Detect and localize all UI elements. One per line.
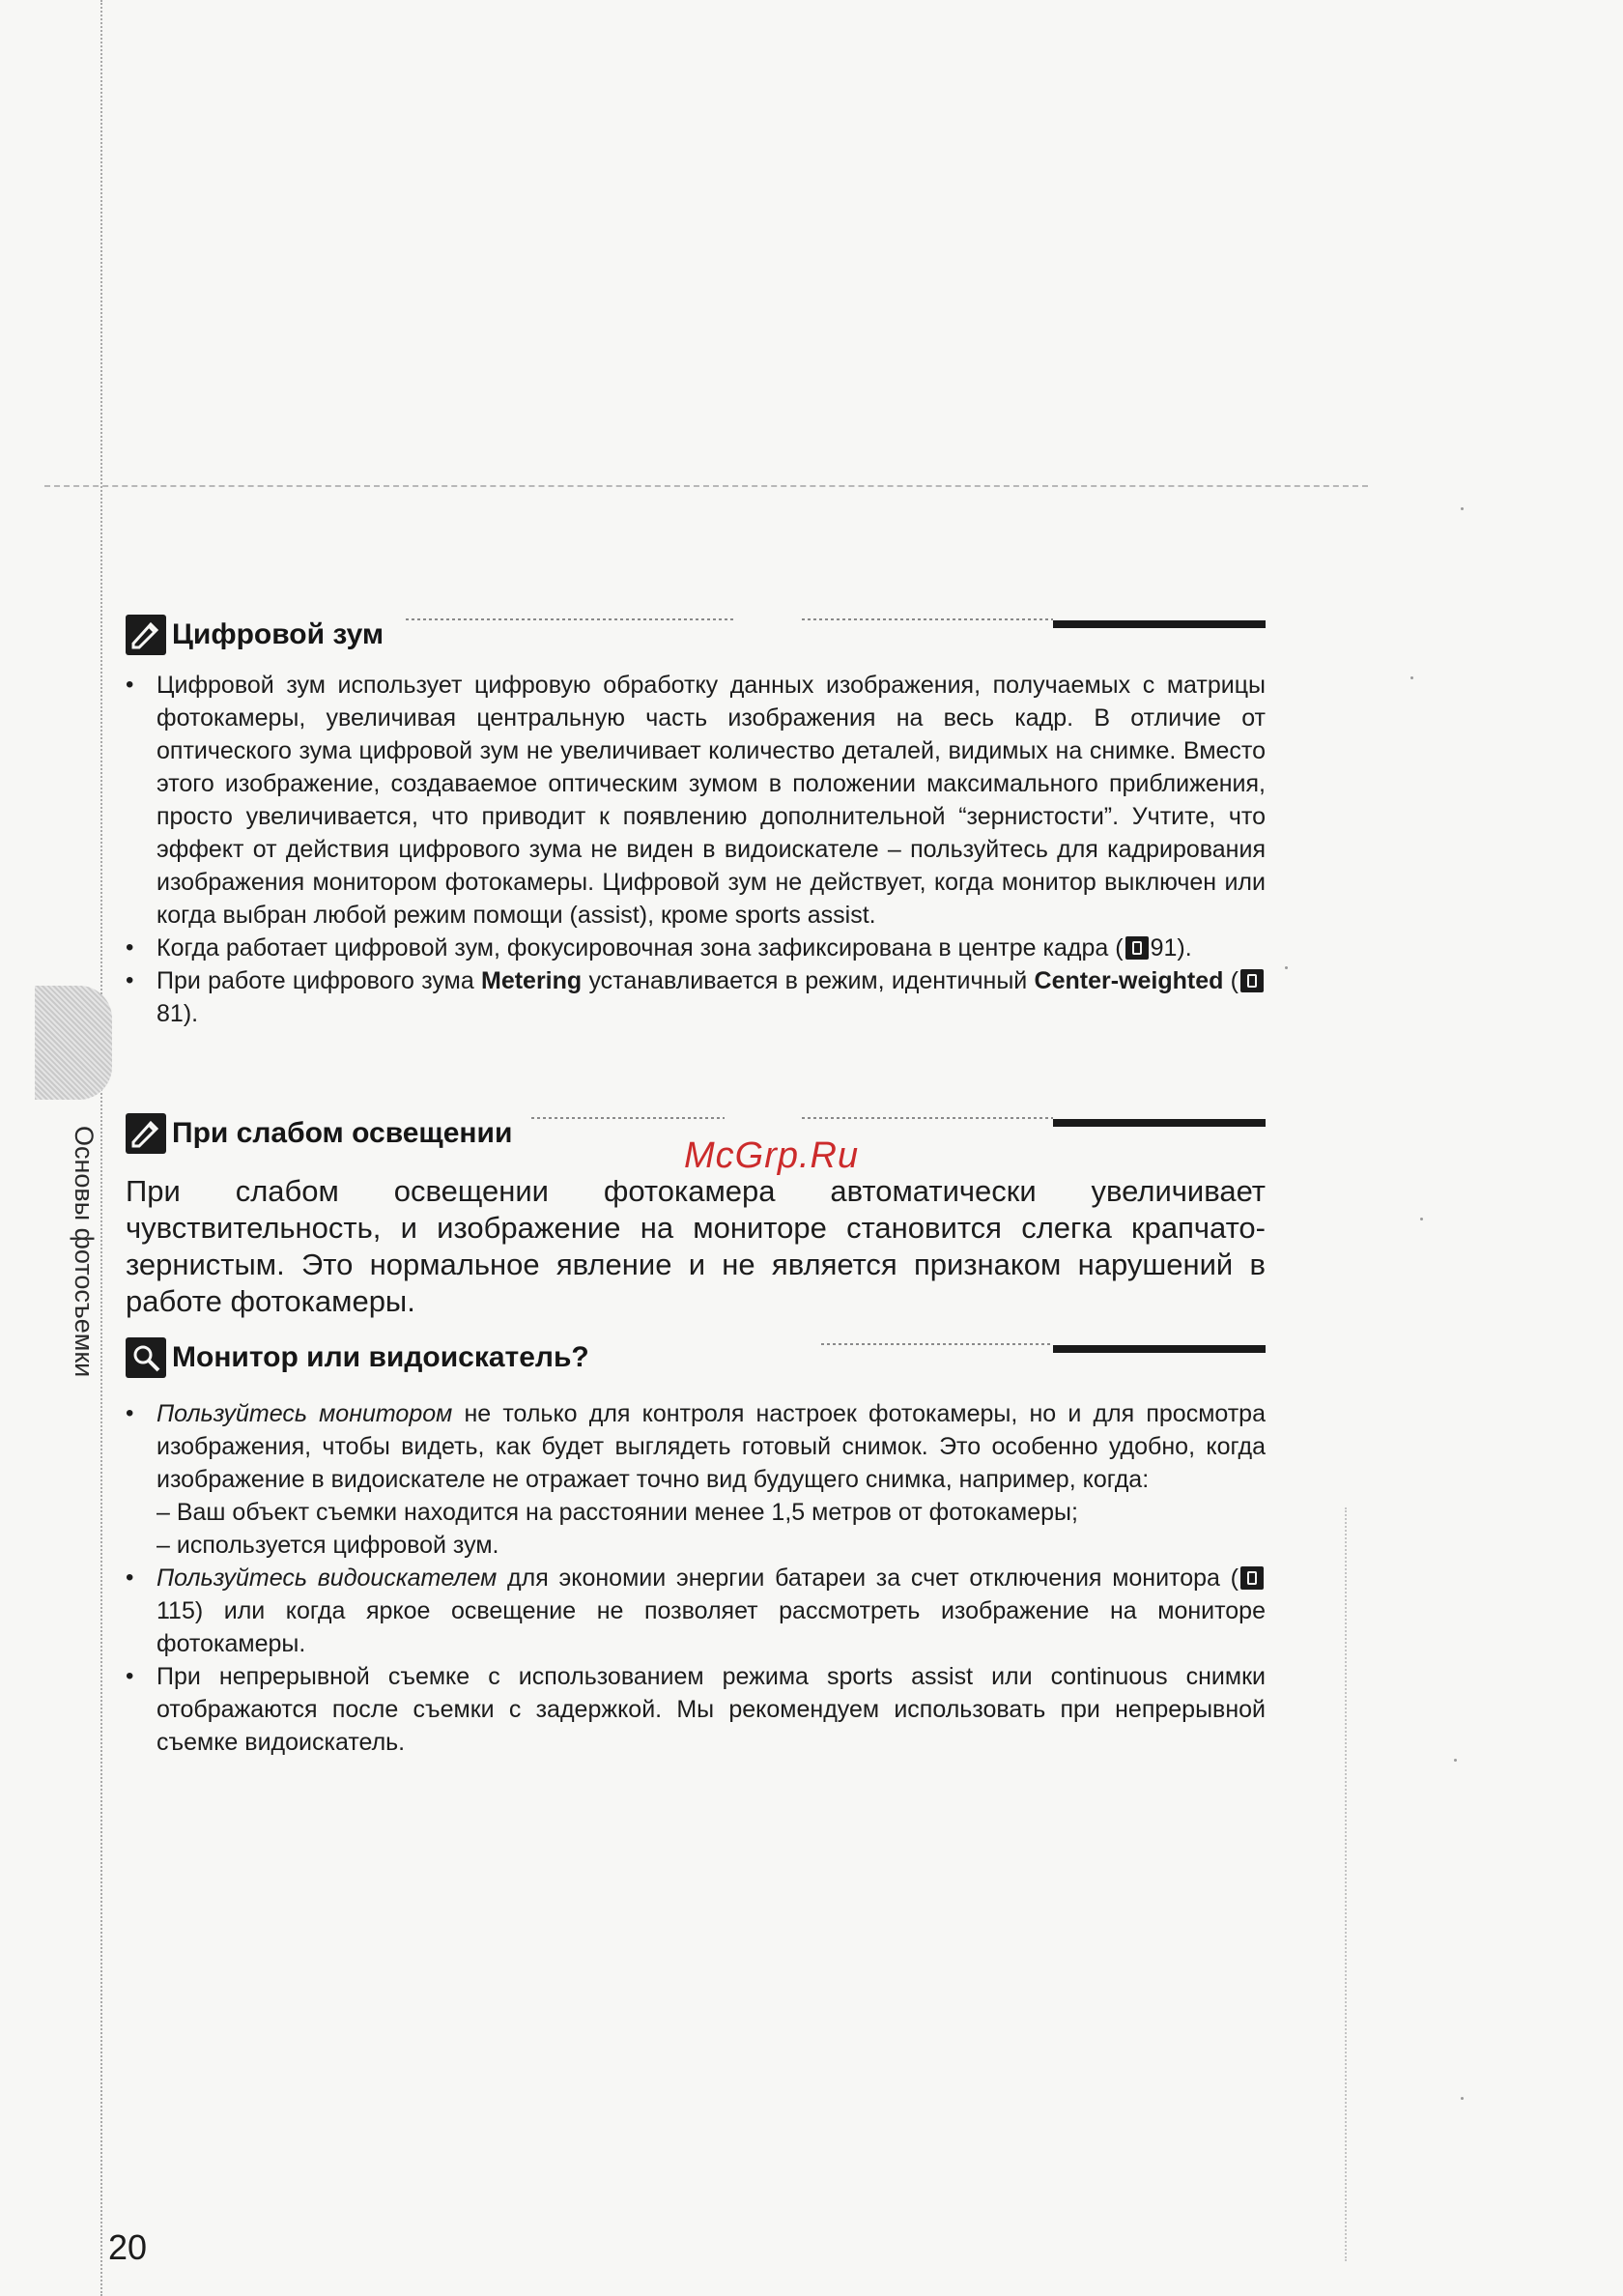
- bullet-text: (: [1223, 967, 1239, 994]
- section-title: Монитор или видоискатель?: [172, 1341, 589, 1373]
- page-reference-icon: [1125, 936, 1149, 960]
- magnifier-tip-icon: [126, 1337, 166, 1378]
- monitor-viewfinder-body: [126, 1397, 1266, 1759]
- scan-speck: [1461, 2097, 1464, 2100]
- binding-edge-line: [100, 0, 102, 2296]
- pencil-note-icon: [126, 615, 166, 655]
- digital-zoom-body: [126, 669, 1266, 1030]
- page-reference-icon: [1240, 969, 1264, 992]
- heading-rule-thin: [531, 1117, 725, 1119]
- scan-speck: [1410, 676, 1413, 679]
- heading-digital-zoom: [126, 609, 1266, 659]
- bullet-text: для экономии энергии батареи за счет отключения монитора (: [497, 1564, 1239, 1592]
- page-number: 20: [108, 2227, 148, 2267]
- heading-rule-thin: [406, 618, 734, 620]
- heading-rule-thick: [1053, 1119, 1266, 1127]
- emphasis-use-monitor: Пользуйтесь монитором: [157, 1400, 453, 1427]
- sub-list-item: – Ваш объект съемки находится на расстоянии менее 1,5 метров от фотокамеры;: [157, 1499, 1078, 1526]
- watermark: McGrp.Ru: [684, 1135, 860, 1176]
- heading-rule-thick: [1053, 620, 1266, 628]
- heading-rule-thick: [1053, 1345, 1266, 1353]
- bullet-text: не только для контроля настроек фотокамеры, но и для просмотра изображения, чтобы видеть, как будет выглядеть готовый снимок. Это особенно удобно, когда изображение в видоискателе не отражает точно вид будущего снимка, например, когда:: [157, 1400, 1266, 1493]
- low-light-paragraph: При слабом освещении фотокамера автоматически увеличивает чувствительность, и изображение на мониторе становится слегка крапчато-зернистым. Это нормальное явление и не является признаком нарушений в работе фотокамеры.: [126, 1174, 1266, 1318]
- bullet-text: Цифровой зум использует цифровую обработку данных изображения, получаемых с матрицы фотокамеры, увеличивая центральную часть изображения на весь кадр. В отличие от оптического зума цифровой зум не увеличивает количество деталей, видимых на снимке. Вместо этого изображение, создаваемое оптическим зумом в положении максимального приближения, просто увеличивается, что приводит к появлению дополнительной “зернистости”. Учтите, что эффект от действия цифрового зума не виден в видоискателе – пользуйтесь для кадрирования изображения монитором фотокамеры. Цифровой зум не действует, когда монитор выключен или когда выбран любой режим помощи (assist), кроме sports assist.: [157, 672, 1266, 929]
- bullet-text-end: ).: [183, 1000, 199, 1027]
- scan-speck: [1461, 507, 1464, 510]
- bullet-text: устанавливается в режим, идентичный: [582, 967, 1035, 994]
- side-section-label: Основы фотосъемки: [70, 1126, 99, 1378]
- list-item: [126, 1562, 1266, 1660]
- bullet-text: Когда работает цифровой зум, фокусировочная зона зафиксирована в центре кадра (: [157, 934, 1124, 961]
- bullet-text: ) или когда яркое освещение не позволяет рассмотреть изображение на мониторе фотокамеры.: [157, 1597, 1266, 1657]
- heading-rule-thin: [802, 618, 1053, 620]
- page-reference-icon: [1240, 1566, 1264, 1590]
- section-title: При слабом освещении: [172, 1117, 513, 1149]
- list-item: [126, 932, 1266, 964]
- crop-mark-line: [44, 485, 1368, 487]
- pencil-note-icon: [126, 1113, 166, 1154]
- heading-low-light: [126, 1107, 1266, 1158]
- bullet-text-end: ).: [1177, 934, 1192, 961]
- page-ref-number: 81: [157, 1000, 184, 1027]
- list-item: [126, 1397, 1266, 1496]
- section-tab-marker: [35, 986, 112, 1100]
- bullet-text: При непрерывной съемке с использованием режима sports assist или continuous снимки отображаются после съемки с задержкой. Мы рекомендуем использовать при непрерывной съемке видоискатель.: [157, 1663, 1266, 1756]
- menu-term-metering: Metering: [481, 967, 583, 994]
- scan-speck: [1454, 1759, 1457, 1762]
- menu-term-center-weighted: Center-weighted: [1034, 967, 1224, 994]
- margin-dotted-line-right: [1345, 1507, 1347, 2261]
- heading-rule-thin: [802, 1117, 1053, 1119]
- heading-monitor-or-viewfinder: [126, 1332, 1266, 1382]
- heading-rule-thin: [821, 1343, 1053, 1345]
- page-ref-number: 115: [157, 1597, 195, 1624]
- scan-speck: [1285, 966, 1288, 969]
- scan-speck: [1420, 1218, 1423, 1220]
- list-item: [126, 1660, 1266, 1759]
- emphasis-use-viewfinder: Пользуйтесь видоискателем: [157, 1564, 498, 1592]
- section-title: Цифровой зум: [172, 618, 384, 650]
- page-ref-number: 91: [1150, 934, 1178, 961]
- list-item: [126, 964, 1266, 1030]
- sub-list-item: – используется цифровой зум.: [157, 1532, 499, 1559]
- bullet-text: При работе цифрового зума: [157, 967, 481, 994]
- list-item: [126, 669, 1266, 932]
